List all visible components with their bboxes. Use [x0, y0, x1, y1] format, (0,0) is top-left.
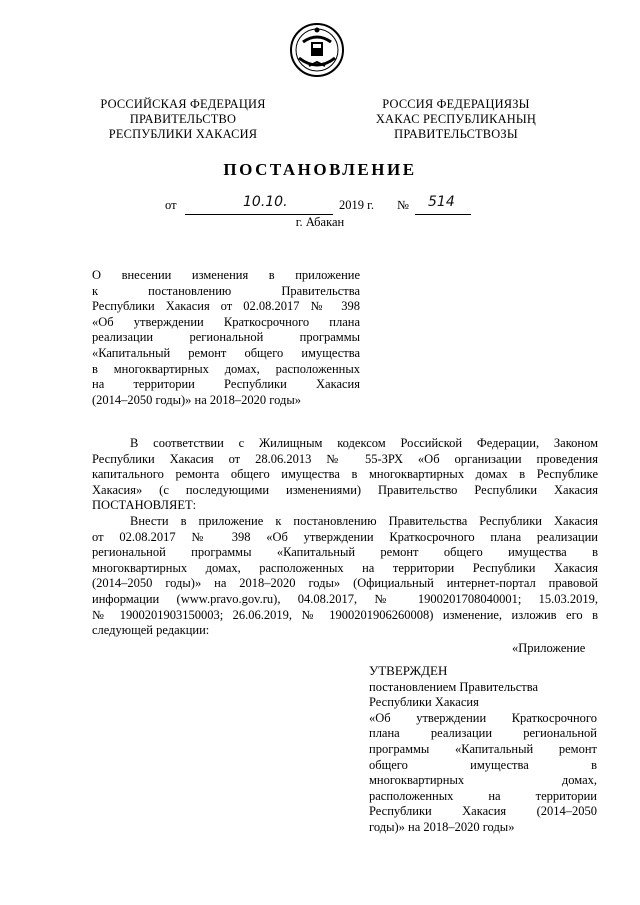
appendix-approved: УТВЕРЖДЕН [369, 663, 448, 678]
body-line: Республики Хакасия от 28.06.2013 № 55-ЗРХ «Об организации проведения [92, 451, 598, 466]
body-line: Внести в приложение к постановлению Правительства Республики Хакасия [130, 514, 598, 528]
number-handwritten: 514 [428, 194, 455, 210]
header-left-line: РОССИЙСКАЯ ФЕДЕРАЦИЯ [100, 97, 266, 111]
appendix-line: плана реализации региональной [369, 726, 597, 741]
body-line: от 02.08.2017 № 398 «Об утверждении Краткосрочного плана реализации [92, 529, 598, 544]
body-line: следующей редакции: [92, 623, 210, 638]
number-sign: № [397, 198, 409, 212]
document-title: ПОСТАНОВЛЕНИЕ [223, 160, 417, 179]
subject-line: Республики Хакасия от 02.08.2017 № 398 [92, 299, 360, 314]
appendix-line: общего имущества в [369, 757, 597, 772]
header-right [361, 97, 551, 141]
appendix-line: «Об утверждении Краткосрочного [369, 710, 597, 725]
header-right-line: ПРАВИТЕЛЬСТВОЗЫ [394, 126, 518, 141]
appendix-approval [369, 663, 597, 836]
subject-line: О внесении изменения в приложение [92, 268, 360, 282]
header-right-line: ХАКАС РЕСПУБЛИКАНЫҢ [375, 111, 537, 126]
subject-block [92, 268, 360, 408]
city: г. Абакан [295, 215, 345, 229]
subject-line: «Об утверждении Краткосрочного плана [92, 314, 360, 329]
body-paragraph-2 [92, 514, 598, 639]
header-right-line: РОССИЯ ФЕДЕРАЦИЯЗЫ [382, 97, 530, 111]
body-line: региональной программы «Капитальный ремонт общего имущества в [92, 545, 598, 560]
body-line: Хакасия» (с последующими изменениями) Правительство Республики Хакасия [92, 482, 598, 497]
body-line: информации (www.pravo.gov.ru), 04.08.2017, № 1900201708040001; 15.03.2019, [92, 591, 598, 606]
subject-line: реализации региональной программы [92, 330, 360, 345]
appendix-line: программы «Капитальный ремонт [369, 741, 597, 756]
subject-line: на территории Республики Хакасия [92, 377, 360, 392]
body-line: капитального ремонта общего имущества в многоквартирных домах в Республике [92, 467, 598, 482]
subject-line: «Капитальный ремонт общего имущества [92, 345, 360, 360]
body-line: ПОСТАНОВЛЯЕТ: [92, 498, 197, 513]
subject-line: (2014–2050 годы)» на 2018–2020 годы» [92, 392, 301, 407]
appendix-line: постановлением Правительства [369, 679, 539, 694]
appendix-label: «Приложение [512, 641, 586, 655]
body-line: № 1900201903150003; 26.06.2019, № 1900201906260008) изменение, изложив его в [92, 607, 598, 622]
date-handwritten: 10.10. [243, 194, 288, 210]
appendix-line: многоквартирных домах, [369, 773, 597, 788]
header-left [88, 97, 278, 141]
header-left-line: ПРАВИТЕЛЬСТВО [129, 111, 237, 126]
body-line: (2014–2050 годы)» на 2018–2020 годы» (Официальный интернет-портал правовой [92, 576, 598, 591]
body-paragraph-1 [92, 436, 598, 514]
header-left-line: РЕСПУБЛИКИ ХАКАСИЯ [108, 126, 258, 141]
coat-of-arms-emblem [289, 22, 345, 78]
appendix-line: годы)» на 2018–2020 годы» [369, 819, 515, 834]
subject-line: в многоквартирных домах, расположенных [92, 361, 360, 376]
date-year: 2019 г. [339, 198, 374, 212]
body-line: В соответствии с Жилищным кодексом Российской Федерации, Законом [130, 436, 598, 450]
appendix-line: расположенных на территории [369, 788, 597, 803]
date-prefix: от [165, 198, 177, 212]
subject-line: к постановлению Правительства [92, 283, 360, 298]
body-line: многоквартирных домах, расположенных на территории Республики Хакасия [92, 560, 598, 575]
date-line [165, 194, 485, 216]
appendix-line: Республики Хакасия [369, 695, 479, 710]
appendix-line: Республики Хакасия (2014–2050 [369, 804, 597, 819]
